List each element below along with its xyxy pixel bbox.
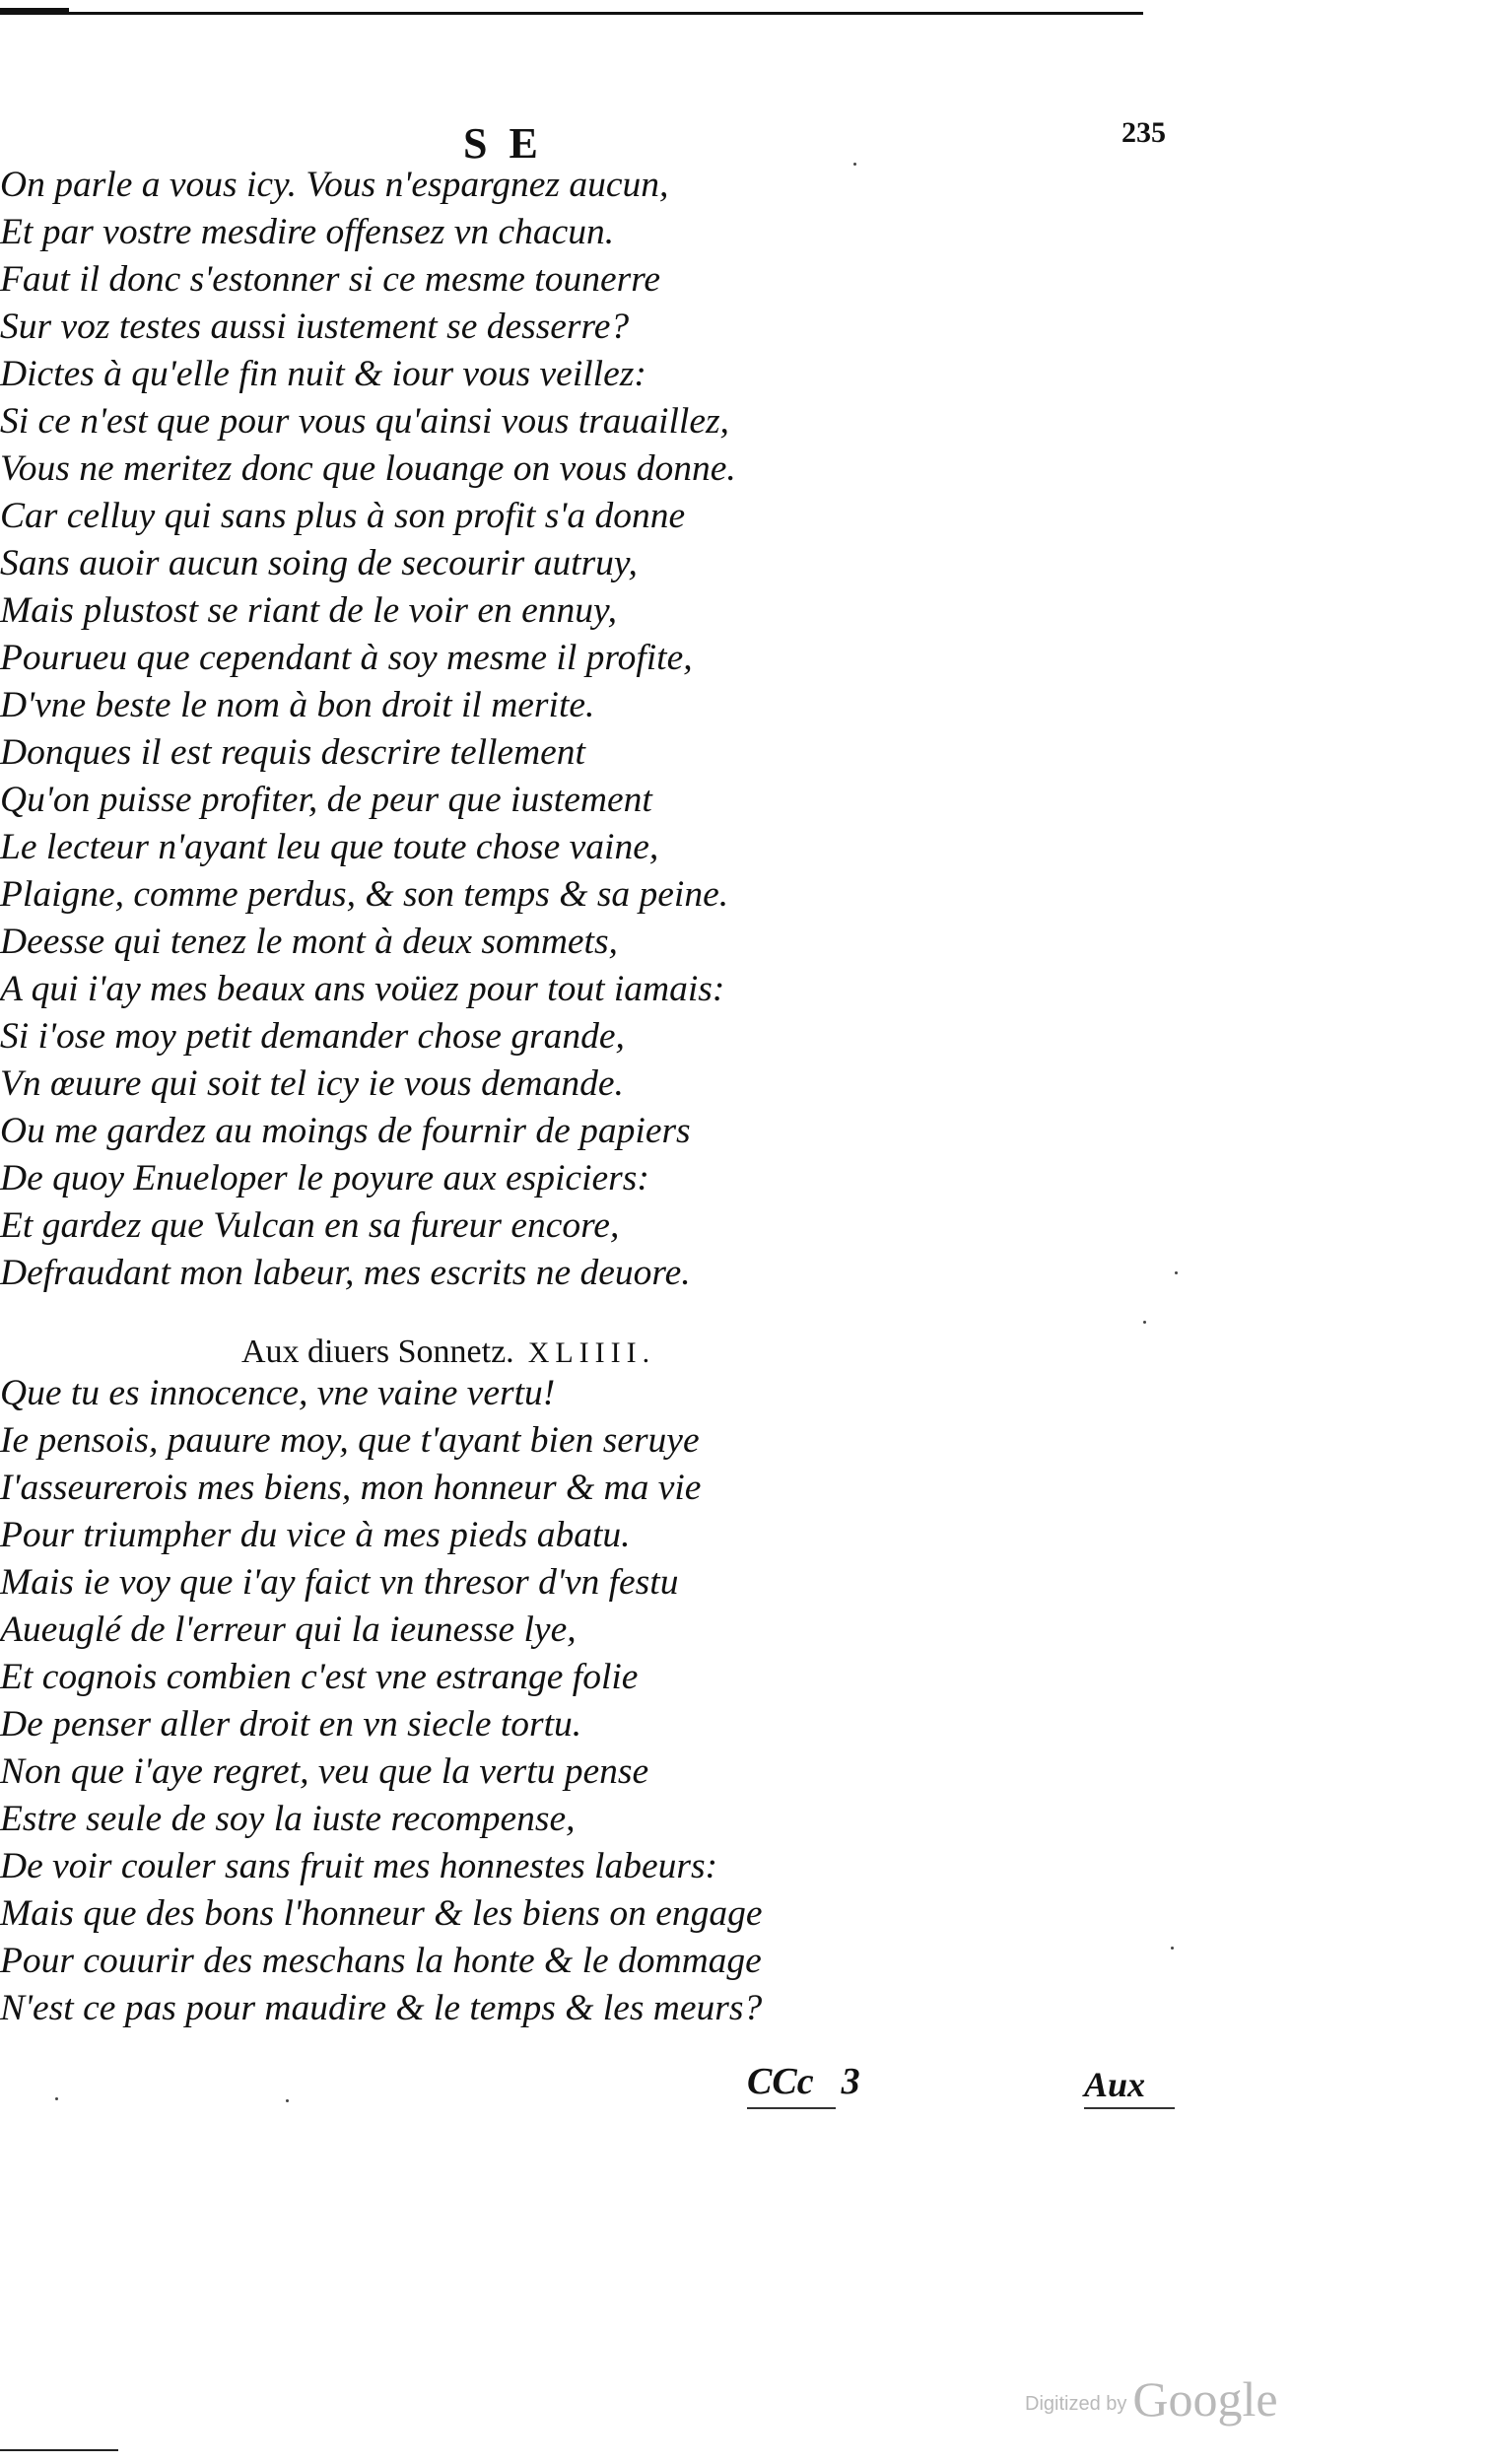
ink-speck [1175, 1271, 1178, 1274]
signature-number: 3 [841, 2061, 860, 2102]
sonnet-line: Mais ie voy que i'ay faict vn thresor d'vn festu [0, 1562, 679, 1603]
poem-one-line: Si i'ose moy petit demander chose grande, [0, 1016, 625, 1057]
sonnet-line: Estre seule de soy la iuste recompense, [0, 1799, 576, 1839]
poem-one-line: On parle a vous icy. Vous n'espargnez aucun, [0, 165, 669, 205]
google-logo-text: Google [1132, 2371, 1278, 2427]
ink-speck [286, 2099, 289, 2102]
poem-one-line: Mais plustost se riant de le voir en ennuy, [0, 590, 617, 631]
digitization-watermark [1025, 2370, 1278, 2428]
poem-one-line: Vn œuure qui soit tel icy ie vous demande. [0, 1063, 624, 1104]
top-rule [0, 12, 1143, 15]
sonnet-line: I'asseurerois mes biens, mon honneur & ma vie [0, 1468, 702, 1508]
poem-one-line: Qu'on puisse profiter, de peur que iustement [0, 780, 652, 820]
poem-one-line: Defraudant mon labeur, mes escrits ne deuore. [0, 1253, 691, 1293]
signature-mark [747, 2060, 860, 2103]
ink-speck [1171, 1947, 1174, 1950]
section-number: XLIIII. [527, 1336, 656, 1369]
sonnet-line: Pour couurir des meschans la honte & le dommage [0, 1941, 762, 1981]
section-heading [241, 1334, 655, 1371]
watermark-prefix: Digitized by [1025, 2393, 1127, 2415]
sonnet-line: Non que i'aye regret, veu que la vertu pense [0, 1751, 649, 1792]
sonnet-line: Aueuglé de l'erreur qui la ieunesse lye, [0, 1609, 577, 1650]
ink-speck [853, 163, 856, 166]
poem-one-line: De quoy Enueloper le poyure aux espiciers: [0, 1158, 649, 1198]
ink-speck [1143, 1321, 1146, 1324]
folio-number: 235 [1122, 116, 1166, 149]
poem-one-line: Vous ne meritez donc que louange on vous donne. [0, 448, 736, 489]
sonnet-line: De penser aller droit en vn siecle tortu. [0, 1704, 582, 1745]
poem-one-line: A qui i'ay mes beaux ans voüez pour tout iamais: [0, 969, 725, 1009]
sonnet-line: Ie pensois, pauure moy, que t'ayant bien seruye [0, 1420, 700, 1461]
poem-one-line: Car celluy qui sans plus à son profit s'a donne [0, 496, 686, 536]
poem-one-line: Faut il donc s'estonner si ce mesme tounerre [0, 259, 661, 300]
sonnet-xliiii [0, 1370, 887, 2032]
poem-one-line: Donques il est requis descrire tellement [0, 732, 585, 773]
sonnet-line: De voir couler sans fruit mes honnestes labeurs: [0, 1846, 718, 1886]
catchword-underline [1084, 2107, 1175, 2109]
poem-one-line: Et par vostre mesdire offensez vn chacun. [0, 212, 615, 252]
sonnet-line: Que tu es innocence, vne vaine vertu! [0, 1373, 556, 1413]
sonnet-line: N'est ce pas pour maudire & le temps & les meurs? [0, 1988, 763, 2028]
poem-one-line: Dictes à qu'elle fin nuit & iour vous veillez: [0, 354, 646, 394]
poem-one-line: Deesse qui tenez le mont à deux sommets, [0, 922, 618, 962]
signature-letters: CCc [747, 2061, 814, 2102]
catchword: Aux [1084, 2065, 1146, 2104]
section-title: Aux diuers Sonnetz. [241, 1334, 514, 1370]
poem-one-line: Sur voz testes aussi iustement se desserre? [0, 307, 630, 347]
bottom-edge-mark [0, 2449, 118, 2451]
poem-one-line: Pourueu que cependant à soy mesme il profite, [0, 638, 693, 678]
poem-one-line: Sans auoir aucun soing de secourir autruy, [0, 543, 638, 583]
poem-one [0, 162, 887, 1297]
poem-one-line: Et gardez que Vulcan en sa fureur encore, [0, 1205, 620, 1246]
signature-underline [747, 2107, 836, 2109]
poem-one-line: Le lecteur n'ayant leu que toute chose vaine, [0, 827, 659, 867]
poem-one-line: Si ce n'est que pour vous qu'ainsi vous trauaillez, [0, 401, 729, 442]
poem-one-line: Ou me gardez au moings de fournir de papiers [0, 1111, 691, 1151]
sonnet-line: Pour triumpher du vice à mes pieds abatu. [0, 1515, 631, 1555]
sonnet-line: Et cognois combien c'est vne estrange folie [0, 1657, 639, 1697]
running-head: SE [463, 119, 560, 168]
ink-speck [55, 2097, 58, 2100]
sonnet-line: Mais que des bons l'honneur & les biens on engage [0, 1893, 763, 1934]
poem-one-line: D'vne beste le nom à bon droit il merite. [0, 685, 595, 725]
poem-one-line: Plaigne, comme perdus, & son temps & sa peine. [0, 874, 729, 915]
